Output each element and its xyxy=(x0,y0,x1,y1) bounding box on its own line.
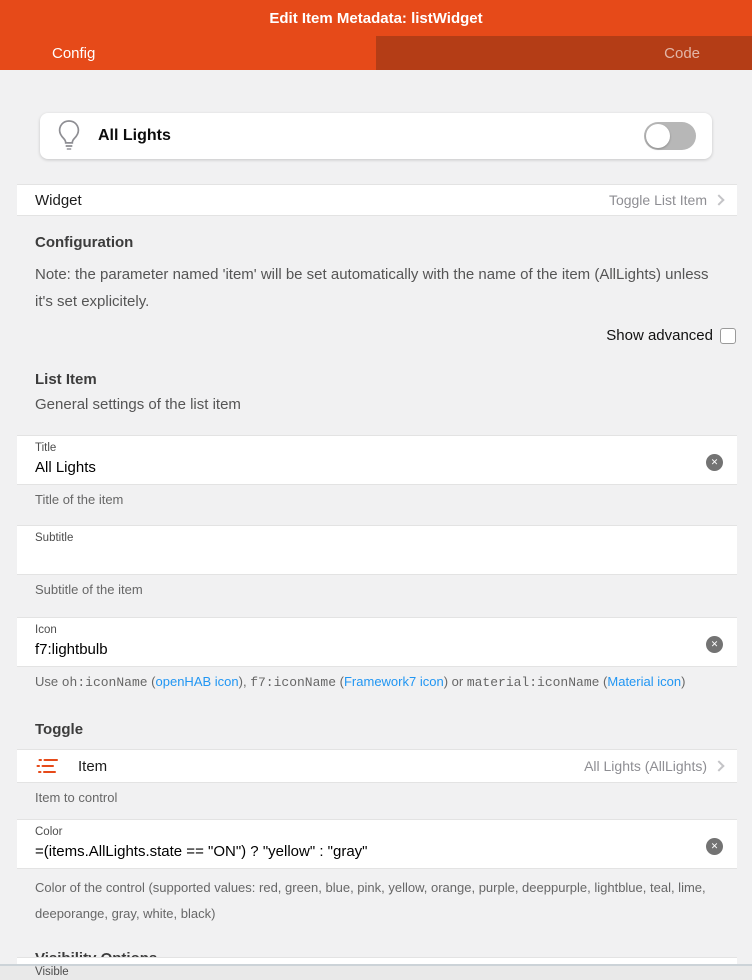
icon-caption-text: ) or xyxy=(443,674,467,689)
list-item-description: General settings of the list item xyxy=(35,396,241,413)
item-row-value: All Lights (AllLights) xyxy=(584,758,707,774)
clear-title-icon[interactable]: ✕ xyxy=(706,454,723,471)
color-field-label: Color xyxy=(35,826,63,838)
openhab-icon-link[interactable]: openHAB icon xyxy=(155,674,239,689)
icon-caption-text: ( xyxy=(147,674,156,689)
subtitle-field-label: Subtitle xyxy=(35,532,74,544)
widget-row-value: Toggle List Item xyxy=(608,192,707,208)
icon-field-value[interactable]: f7:lightbulb xyxy=(35,641,108,658)
title-field[interactable] xyxy=(17,435,737,485)
title-field-value[interactable]: All Lights xyxy=(35,459,96,476)
chevron-right-icon xyxy=(713,760,724,771)
item-select-row[interactable] xyxy=(17,749,737,783)
show-advanced-checkbox[interactable] xyxy=(720,328,736,344)
icon-caption-mono-oh: oh:iconName xyxy=(61,675,148,690)
configuration-heading: Configuration xyxy=(35,234,134,251)
preview-item-title: All Lights xyxy=(98,127,171,144)
color-field-caption: Color of the control (supported values: red, green, blue, pink, yellow, orange, purple, deeppurple, lightblue, teal, lime, deeporange, gray, white, black) xyxy=(35,880,706,921)
icon-caption-mono-material: material:iconName xyxy=(466,675,600,690)
toggle-knob xyxy=(646,124,670,148)
chevron-right-icon xyxy=(713,194,724,205)
page-title: Edit Item Metadata: listWidget xyxy=(269,9,483,27)
icon-caption-text: ), xyxy=(238,674,251,689)
widget-select-row[interactable] xyxy=(17,184,737,216)
material-icon-link[interactable]: Material icon xyxy=(607,674,682,689)
title-field-label: Title xyxy=(35,442,57,454)
widget-row-label: Widget xyxy=(35,191,82,209)
navbar xyxy=(0,0,752,36)
configuration-note: Note: the parameter named 'item' will be set automatically with the name of the item (AllLights) unless it's set explicitely. xyxy=(35,266,709,310)
tabbar xyxy=(0,36,752,70)
clear-color-icon[interactable]: ✕ xyxy=(706,838,723,855)
lightbulb-icon xyxy=(56,119,82,153)
preview-toggle-switch[interactable] xyxy=(644,122,696,150)
icon-caption-text: Use xyxy=(35,674,62,689)
icon-caption-text: ( xyxy=(336,674,344,689)
subtitle-field[interactable] xyxy=(17,525,737,575)
icon-field-label: Icon xyxy=(35,624,57,636)
subtitle-field-caption: Subtitle of the item xyxy=(35,582,143,597)
tab-config-label: Config xyxy=(52,44,96,62)
icon-field[interactable] xyxy=(17,617,737,667)
show-advanced-label: Show advanced xyxy=(606,327,713,344)
icon-caption-text: ( xyxy=(599,674,608,689)
tab-code[interactable] xyxy=(376,36,752,70)
visible-field-partial[interactable] xyxy=(17,957,737,978)
list-item-heading: List Item xyxy=(35,371,97,388)
tab-config[interactable] xyxy=(0,36,376,70)
icon-field-caption xyxy=(35,673,717,691)
clear-icon-field-icon[interactable]: ✕ xyxy=(706,636,723,653)
color-field[interactable] xyxy=(17,819,737,869)
item-row-caption: Item to control xyxy=(35,790,118,805)
toggle-heading: Toggle xyxy=(35,721,84,738)
color-field-value[interactable]: =(items.AllLights.state == "ON") ? "yellow" : "gray" xyxy=(35,843,368,860)
item-row-label: Item xyxy=(78,757,108,775)
tab-code-label: Code xyxy=(664,44,700,62)
widget-preview-card xyxy=(40,113,712,159)
icon-caption-mono-f7: f7:iconName xyxy=(250,675,337,690)
subtitle-field-value[interactable] xyxy=(35,548,693,567)
framework7-icon-link[interactable]: Framework7 icon xyxy=(343,674,444,689)
list-bullet-icon xyxy=(35,755,60,777)
show-advanced-row xyxy=(0,327,736,344)
title-field-caption: Title of the item xyxy=(35,492,124,507)
bottom-edge-strip xyxy=(0,964,752,966)
visible-field-label: Visible xyxy=(35,966,69,978)
icon-caption-text: ) xyxy=(681,674,686,689)
